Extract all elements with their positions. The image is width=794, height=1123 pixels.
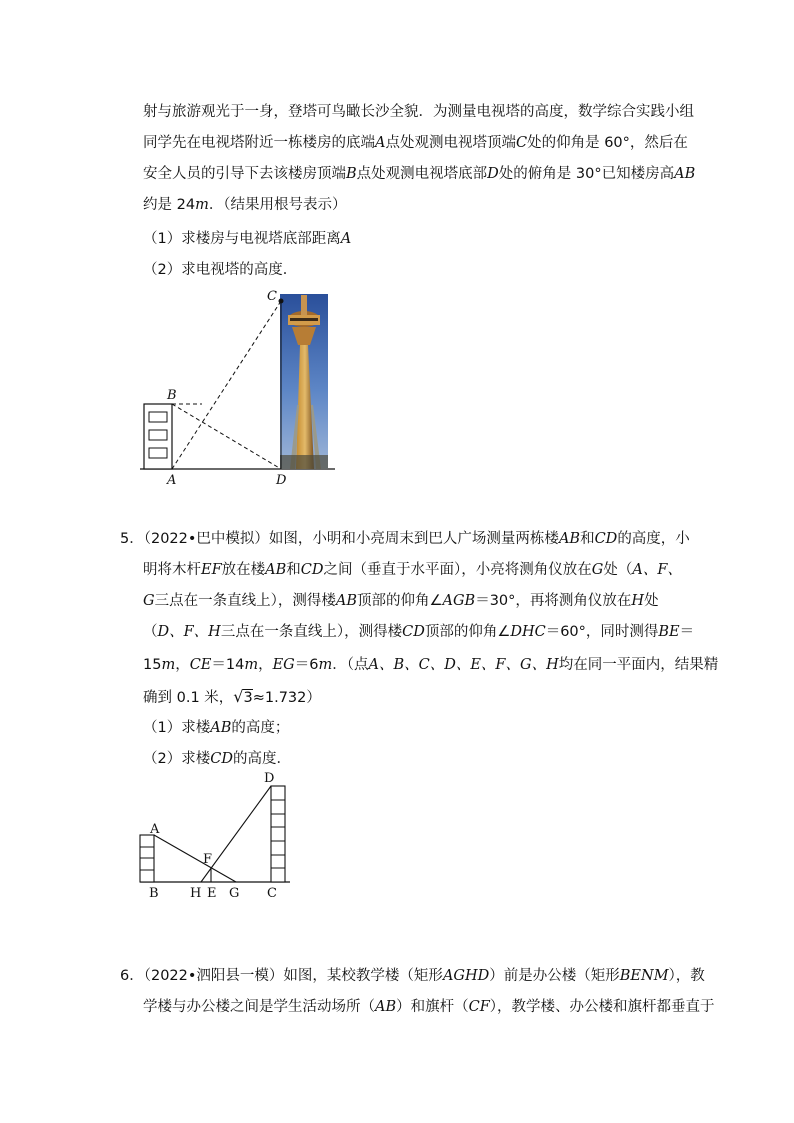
- p5-line6: [143, 687, 321, 708]
- text: 同学先在电视塔附近一栋楼房的底端: [143, 135, 375, 151]
- label-E: E: [207, 886, 217, 901]
- p5-line4: [143, 622, 694, 642]
- var: A: [340, 231, 352, 247]
- var: EG: [272, 657, 295, 673]
- p4-line4: [143, 195, 347, 215]
- label-F: F: [203, 852, 213, 867]
- p4-line3: [143, 164, 695, 184]
- text: 明将木杆: [143, 562, 201, 578]
- text: ），教: [668, 968, 705, 984]
- building-window: [149, 430, 167, 440]
- building-window: [149, 412, 167, 422]
- text: 处（: [603, 562, 633, 578]
- text: （2）求楼: [143, 751, 211, 767]
- var: m: [161, 657, 176, 673]
- p5-figure: [133, 770, 308, 900]
- label-B: B: [167, 388, 177, 403]
- var: C: [515, 135, 528, 151]
- var: D、F、H: [157, 624, 221, 640]
- text: ＝6: [294, 657, 319, 673]
- var: G: [591, 562, 604, 578]
- text: （: [143, 624, 158, 640]
- tv-tower-photo: [280, 294, 328, 469]
- text: 处的俯角是 30°已知楼房高: [498, 166, 675, 182]
- text: 处的仰角是 60°，然后在: [527, 135, 688, 151]
- var: CD: [594, 531, 618, 547]
- label-C: C: [267, 289, 277, 304]
- text: 处: [644, 593, 659, 609]
- p5-question-1: [143, 718, 289, 738]
- sight-line-BD: [172, 404, 281, 469]
- var: D: [487, 166, 499, 182]
- var: H: [631, 593, 645, 609]
- label-C: C: [267, 886, 277, 901]
- p6-line1: [120, 966, 705, 986]
- var: DHC: [510, 624, 546, 640]
- var: CE: [189, 657, 212, 673]
- var: G: [143, 593, 155, 609]
- text: ），教学楼、办公楼和旗杆都垂直于: [489, 999, 715, 1015]
- text: 三点在一条直线上），测得楼: [220, 624, 403, 640]
- text: 顶部的仰角∠: [356, 593, 443, 609]
- text: （1）求楼房与电视塔底部距离: [143, 231, 341, 247]
- text: ，: [258, 657, 273, 673]
- text: ＝30°，再将测角仪放在: [475, 593, 632, 609]
- var: A、B、C、D、E、F、G、H: [368, 657, 559, 673]
- var: CF: [468, 999, 490, 1015]
- point-C: [279, 299, 284, 304]
- label-B: B: [149, 886, 159, 901]
- text: 的高度；: [231, 720, 290, 736]
- text: 点处观测电视塔底部: [356, 166, 488, 182]
- text: ≈1.732）: [252, 690, 321, 706]
- building-window: [149, 448, 167, 458]
- var: BE: [658, 624, 680, 640]
- line-HD: [201, 786, 271, 882]
- p5-question-2: [143, 749, 291, 769]
- text: 15: [143, 657, 162, 673]
- var: m: [244, 657, 259, 673]
- label-D: D: [264, 771, 275, 786]
- text: 的高度，小: [617, 531, 690, 547]
- var: AB: [265, 562, 287, 578]
- text: 5．（2022•巴中模拟）如图，小明和小亮周末到巴人广场测量两栋楼: [120, 531, 559, 547]
- text: 放在楼: [221, 562, 266, 578]
- p4-figure: [130, 285, 350, 495]
- var: B: [346, 166, 357, 182]
- text: 三点在一条直线上），测得楼: [154, 593, 336, 609]
- var: A: [375, 135, 386, 151]
- p4-line1: [143, 102, 694, 122]
- text: 的高度．: [232, 751, 291, 767]
- sqrt-radicand: 3: [243, 690, 253, 706]
- text: 射与旅游观光于一身，登塔可鸟瞰长沙全貌．为测量电视塔的高度，数学综合实践小组: [143, 104, 694, 120]
- var: BENM: [619, 968, 669, 984]
- p4-line2: [143, 133, 688, 153]
- p5-line1: [120, 529, 690, 549]
- sight-line-AC: [172, 301, 281, 469]
- p5-line5: [143, 655, 718, 675]
- text: ，: [175, 657, 190, 673]
- p5-line3: [143, 591, 659, 611]
- var: CD: [210, 751, 233, 767]
- var: EF: [201, 562, 222, 578]
- var: AB: [674, 166, 696, 182]
- label-D: D: [276, 473, 287, 488]
- var: A、F、: [632, 562, 682, 578]
- label-A: A: [167, 473, 177, 488]
- text: 顶部的仰角∠: [424, 624, 511, 640]
- var: AGHD: [442, 968, 490, 984]
- text: ＝60°，同时测得: [545, 624, 659, 640]
- text: 安全人员的引导下去该楼房顶端: [143, 166, 346, 182]
- text: 和: [286, 562, 301, 578]
- text: 确到 0.1 米，: [143, 690, 234, 706]
- text: ）前是办公楼（矩形: [489, 968, 620, 984]
- var: AB: [210, 720, 232, 736]
- var: CD: [402, 624, 425, 640]
- var: CD: [300, 562, 324, 578]
- text: ．（结果用根号表示）: [208, 197, 347, 213]
- text: ＝14: [211, 657, 245, 673]
- var: AB: [558, 531, 581, 547]
- var: AGB: [442, 593, 476, 609]
- var: AB: [335, 593, 357, 609]
- text: 6．（2022•泗阳县一模）如图，某校教学楼（矩形: [120, 968, 443, 984]
- text: 约是 24: [143, 197, 196, 213]
- text: （1）求楼: [143, 720, 211, 736]
- text: ）和旗杆（: [396, 999, 469, 1015]
- line-AG: [154, 835, 236, 882]
- var: AB: [375, 999, 397, 1015]
- label-A: A: [150, 822, 160, 837]
- text: （2）求电视塔的高度．: [143, 262, 298, 278]
- p6-line2: [143, 997, 715, 1017]
- var: m: [195, 197, 209, 213]
- text: 和: [580, 531, 595, 547]
- p5-line2: [143, 560, 682, 580]
- sqrt-sign: √: [233, 687, 244, 706]
- text: 之间（垂直于水平面），小亮将测角仪放在: [323, 562, 592, 578]
- p4-question-2: [143, 260, 297, 280]
- p4-question-1: [143, 229, 351, 249]
- label-G: G: [229, 886, 240, 901]
- label-H: H: [190, 886, 202, 901]
- text: 均在同一平面内，结果精: [558, 657, 719, 673]
- text: 点处观测电视塔顶端: [385, 135, 516, 151]
- text: 学楼与办公楼之间是学生活动场所（: [143, 999, 375, 1015]
- var: m: [318, 657, 333, 673]
- text: ＝: [679, 624, 695, 640]
- text: ．（点: [332, 657, 369, 673]
